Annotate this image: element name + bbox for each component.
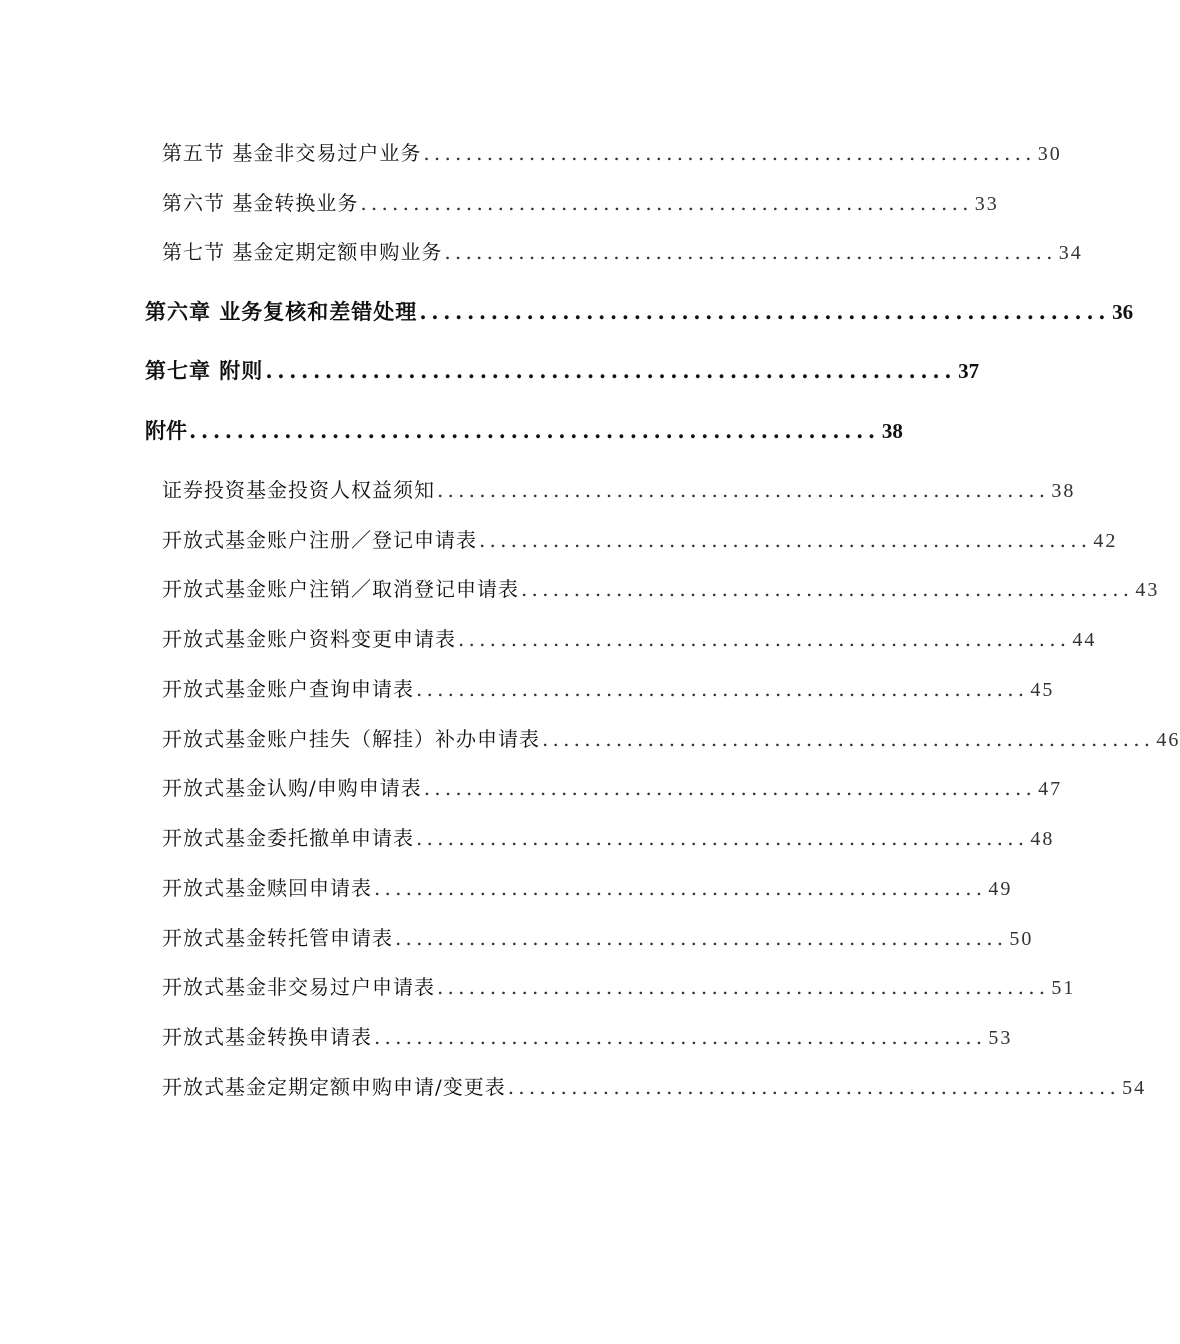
dot-leader: .......................................................... — [265, 358, 957, 383]
dot-leader: .......................................................... — [437, 975, 1050, 999]
toc-page-number: 46 — [1156, 729, 1180, 751]
toc-entry-appendix-item[interactable] — [162, 1021, 1013, 1050]
toc-entry-label: 开放式基金赎回申请表 — [162, 876, 372, 900]
toc-entry-appendix-item[interactable] — [162, 772, 1063, 801]
dot-leader: .......................................................... — [416, 826, 1029, 850]
toc-entry-appendix-item[interactable] — [162, 623, 1097, 652]
toc-entry-appendix-item[interactable] — [162, 872, 1013, 901]
toc-entry-label: 开放式基金账户挂失（解挂）补办申请表 — [162, 727, 540, 751]
toc-entry-appendix-item[interactable] — [162, 573, 1160, 602]
toc-entry-label: 第六节 基金转换业务 — [162, 191, 359, 215]
toc-page-number: 30 — [1037, 143, 1062, 165]
dot-leader: .......................................................... — [189, 418, 880, 443]
dot-leader: .......................................................... — [423, 776, 1037, 800]
toc-entry-chapter-6[interactable] — [145, 296, 1134, 326]
toc-page-number: 42 — [1093, 530, 1118, 552]
toc-page-number: 43 — [1135, 579, 1160, 601]
toc-entry-label: 开放式基金转换申请表 — [162, 1025, 372, 1049]
toc-page-number: 47 — [1038, 778, 1063, 800]
toc-page-number: 51 — [1051, 977, 1076, 999]
toc-page-number: 53 — [988, 1027, 1013, 1049]
toc-page-number: 38 — [881, 419, 903, 443]
toc-entry-label: 附件 — [145, 418, 187, 443]
toc-entry-chapter-7[interactable] — [145, 355, 980, 385]
toc-entry-label: 开放式基金账户注册／登记申请表 — [162, 528, 477, 552]
toc-entry-label: 开放式基金转托管申请表 — [162, 926, 393, 950]
toc-page-number: 38 — [1051, 480, 1076, 502]
toc-page-number: 49 — [988, 878, 1013, 900]
dot-leader: .......................................................... — [479, 528, 1092, 552]
toc-entry-section-7[interactable] — [162, 236, 1083, 265]
toc-entry-label: 开放式基金定期定额申购申请/变更表 — [162, 1075, 506, 1099]
dot-leader: .......................................................... — [423, 141, 1036, 165]
toc-entry-label: 第七章 附则 — [145, 358, 264, 383]
toc-entry-label: 第七节 基金定期定额申购业务 — [162, 240, 443, 264]
toc-entry-label: 开放式基金非交易过户申请表 — [162, 975, 435, 999]
toc-entry-section-5[interactable] — [162, 137, 1062, 166]
toc-entry-label: 开放式基金委托撤单申请表 — [162, 826, 414, 850]
toc-entry-appendix-item[interactable] — [162, 822, 1055, 851]
toc-entry-label: 第六章 业务复核和差错处理 — [145, 299, 418, 324]
dot-leader: .......................................................... — [542, 727, 1155, 751]
toc-page-number: 36 — [1112, 300, 1134, 324]
dot-leader: .......................................................... — [507, 1075, 1121, 1099]
toc-entry-label: 开放式基金认购/申购申请表 — [162, 776, 422, 800]
toc-page-number: 37 — [958, 359, 980, 383]
toc-page-number: 45 — [1030, 679, 1055, 701]
toc-entry-section-6[interactable] — [162, 187, 999, 216]
dot-leader: .......................................................... — [395, 926, 1008, 950]
toc-page-number: 33 — [974, 193, 999, 215]
toc-entry-label: 开放式基金账户资料变更申请表 — [162, 627, 456, 651]
toc-entry-appendix-item[interactable] — [162, 474, 1076, 503]
toc-page-number: 50 — [1009, 928, 1034, 950]
dot-leader: .......................................................... — [374, 876, 987, 900]
dot-leader: .......................................................... — [437, 478, 1050, 502]
toc-entry-label: 证券投资基金投资人权益须知 — [162, 478, 435, 502]
dot-leader: .......................................................... — [521, 577, 1134, 601]
toc-page-number: 48 — [1030, 828, 1055, 850]
toc-entry-appendix-item[interactable] — [162, 1071, 1147, 1100]
dot-leader: .......................................................... — [360, 191, 973, 215]
dot-leader: .......................................................... — [458, 627, 1071, 651]
toc-entry-appendix-item[interactable] — [162, 524, 1118, 553]
toc-entry-appendix[interactable] — [145, 415, 903, 445]
toc-entry-appendix-item[interactable] — [162, 723, 1180, 752]
toc-page-number: 44 — [1072, 629, 1097, 651]
toc-page-number: 54 — [1122, 1077, 1147, 1099]
toc-page-number: 34 — [1058, 242, 1083, 264]
toc-entry-appendix-item[interactable] — [162, 673, 1055, 702]
toc-entry-appendix-item[interactable] — [162, 922, 1034, 951]
toc-entry-label: 开放式基金账户注销／取消登记申请表 — [162, 577, 519, 601]
toc-entry-appendix-item[interactable] — [162, 971, 1076, 1000]
toc-entry-label: 开放式基金账户查询申请表 — [162, 677, 414, 701]
dot-leader: .......................................................... — [374, 1025, 987, 1049]
dot-leader: .......................................................... — [444, 240, 1057, 264]
toc-entry-label: 第五节 基金非交易过户业务 — [162, 141, 422, 165]
dot-leader: .......................................................... — [416, 677, 1029, 701]
dot-leader: .......................................................... — [419, 299, 1111, 324]
